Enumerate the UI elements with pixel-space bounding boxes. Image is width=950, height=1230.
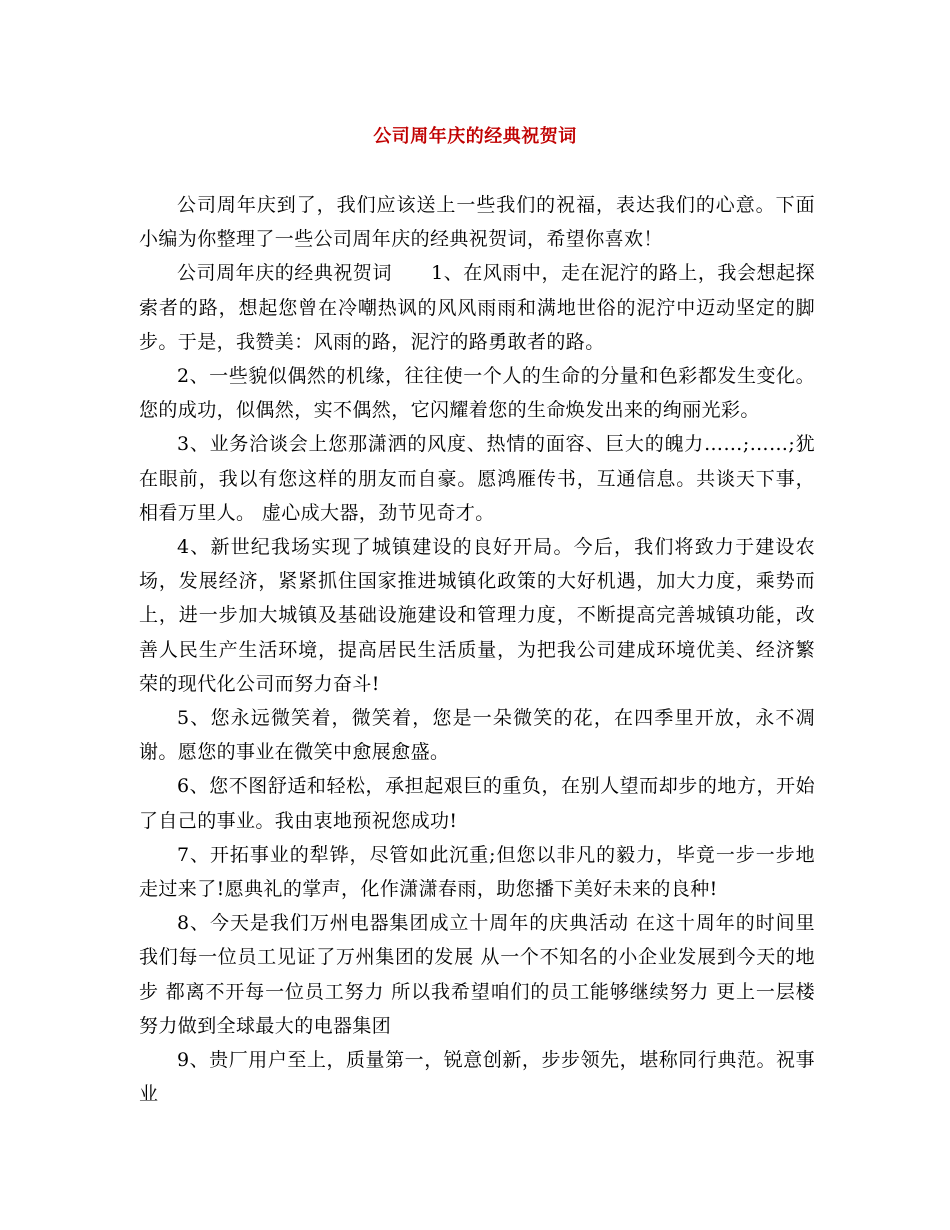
paragraph-2: 2、一些貌似偶然的机缘，往往使一个人的生命的分量和色彩都发生变化。您的成功，似偶然，实不偶然，它闪耀着您的生命焕发出来的绚丽光彩。 xyxy=(139,365,815,422)
paragraph-5: 5、您永远微笑着，微笑着，您是一朵微笑的花，在四季里开放，永不凋谢。愿您的事业在微笑中愈展愈盛。 xyxy=(139,707,815,764)
paragraph-3: 3、业务洽谈会上您那潇洒的风度、热情的面容、巨大的魄力……;……;犹在眼前，我以有您这样的朋友而自豪。愿鸿雁传书，互通信息。共谈天下事，相看万里人。 虚心成大器，劲节见奇才。 xyxy=(139,433,815,524)
paragraph-1: 公司周年庆的经典祝贺词 1、在风雨中，走在泥泞的路上，我会想起探索者的路，想起您曾在冷嘲热讽的风风雨雨和满地世俗的泥泞中迈动坚定的脚步。于是，我赞美：风雨的路，泥泞的路勇敢者的路。 xyxy=(139,262,815,353)
paragraph-9: 9、贵厂用户至上，质量第一，锐意创新，步步领先，堪称同行典范。祝事业 xyxy=(139,1049,815,1106)
document-title: 公司周年庆的经典祝贺词 xyxy=(373,126,577,147)
paragraph-6: 6、您不图舒适和轻松，承担起艰巨的重负，在别人望而却步的地方，开始了自己的事业。我由衷地预祝您成功! xyxy=(139,775,815,832)
document-body xyxy=(139,188,815,1111)
paragraph-intro: 公司周年庆到了，我们应该送上一些我们的祝福，表达我们的心意。下面小编为你整理了一些公司周年庆的经典祝贺词，希望你喜欢！ xyxy=(139,194,815,251)
paragraph-8: 8、今天是我们万州电器集团成立十周年的庆典活动 在这十周年的时间里 我们每一位员工见证了万州集团的发展 从一个不知名的小企业发展到今天的地步 都离不开每一位员工努力 所以我希望咱们的员工能够继续努力 更上一层楼 努力做到全球最大的电器集团 xyxy=(139,912,815,1037)
paragraph-4: 4、新世纪我场实现了城镇建设的良好开局。今后，我们将致力于建设农场，发展经济，紧紧抓住国家推进城镇化政策的大好机遇，加大力度，乘势而上，进一步加大城镇及基础设施建设和管理力度，不断提高完善城镇功能，改善人民生产生活环境，提高居民生活质量，为把我公司建成环境优美、经济繁荣的现代化公司而努力奋斗! xyxy=(139,536,815,695)
paragraph-7: 7、开拓事业的犁铧，尽管如此沉重;但您以非凡的毅力，毕竟一步一步地走过来了!愿典礼的掌声，化作潇潇春雨，助您播下美好未来的良种! xyxy=(139,843,815,901)
